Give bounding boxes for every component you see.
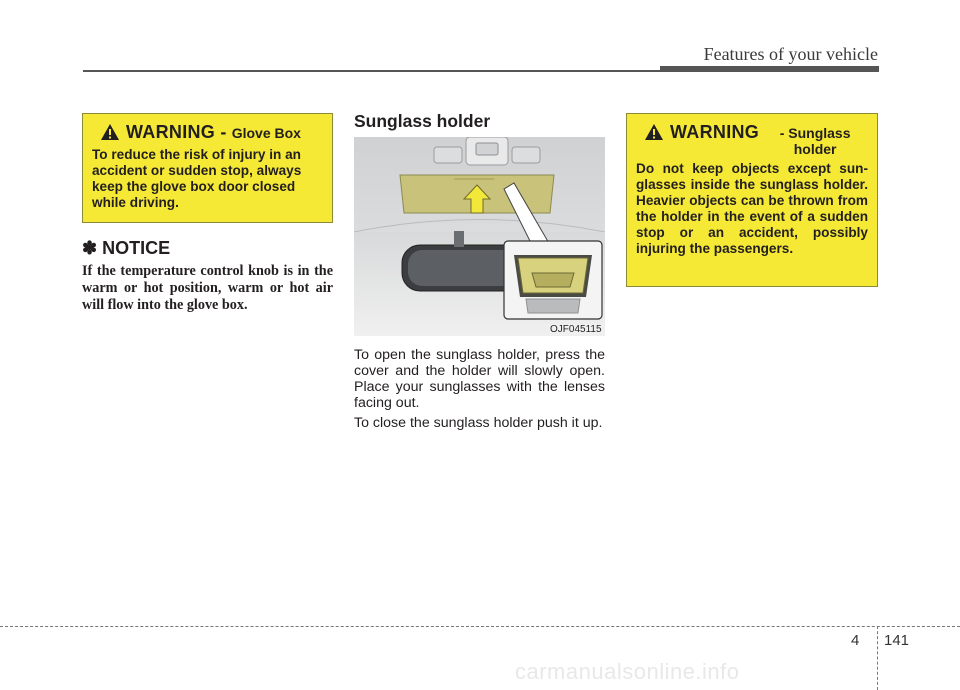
warning-heading — [636, 122, 868, 157]
footer-vertical-dashed-rule — [877, 626, 878, 690]
watermark-text: carmanualsonline.info — [515, 659, 740, 684]
chapter-number: 4 — [851, 632, 860, 649]
warning-heading — [92, 122, 323, 143]
page-header-title: Features of your vehicle — [703, 44, 878, 64]
section-title: Sunglass holder — [354, 111, 491, 131]
footer-dashed-rule — [0, 626, 960, 627]
notice-title: ✽ NOTICE — [82, 238, 171, 258]
warning-word: WARNING - — [126, 122, 227, 142]
warning-subject: - Sunglass holder — [779, 125, 851, 157]
header-accent-bar — [660, 66, 879, 72]
page-number: 141 — [884, 632, 910, 649]
warning-word: WARNING — [670, 122, 760, 142]
warning-text: To reduce the risk of injury in an accident or sudden stop, always keep the glove box door closed while driving. — [92, 147, 302, 210]
warning-triangle-icon — [100, 123, 120, 141]
warning-subject: Glove Box — [231, 125, 301, 141]
notice-text: If the temperature control knob is in the warm or hot position, warm or hot air will flow into the glove box. — [82, 263, 333, 313]
warning-triangle-icon — [644, 123, 664, 141]
warning-box-sunglass-holder — [626, 113, 878, 287]
body-paragraph-open: To open the sunglass holder, press the cover and the holder will slowly open. Place your sunglasses with the lenses facing out. — [354, 347, 605, 411]
warning-box-glove-box — [82, 113, 333, 223]
warning-text: Do not keep objects except sun-glasses inside the sunglass holder. Heavier objects can be thrown from the holder in the event of a sudden stop or an accident, possibly injuring the passengers. — [636, 161, 868, 256]
body-paragraph-close: To close the sunglass holder push it up. — [354, 415, 603, 431]
image-code: OJF045115 — [550, 324, 602, 335]
sunglass-holder-illustration — [354, 137, 605, 336]
